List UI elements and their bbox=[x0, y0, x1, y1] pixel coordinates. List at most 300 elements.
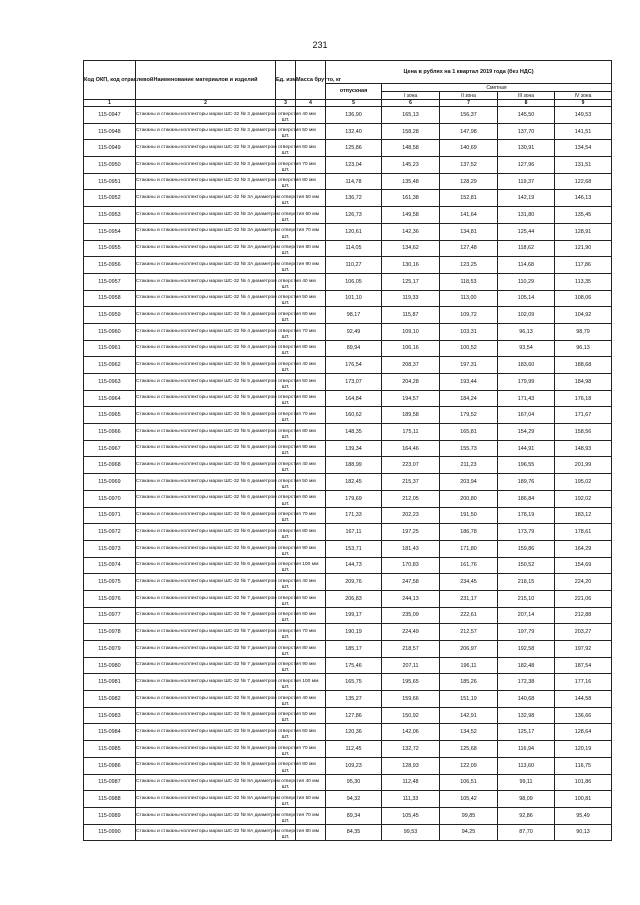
cell-code: 115-0961 bbox=[84, 340, 136, 357]
cell-price-zone-3: 196,55 bbox=[498, 457, 555, 474]
cell-name: Стаканы и стаканы-коллекторы марки ШС-32 № 3А диаметром отверстия 50 мм bbox=[136, 190, 276, 207]
cell-code: 115-0965 bbox=[84, 407, 136, 424]
cell-unit: шт. bbox=[276, 691, 296, 708]
cell-price-zone-1: 135,48 bbox=[382, 173, 440, 190]
cell-unit: шт. bbox=[276, 173, 296, 190]
cell-code: 115-0951 bbox=[84, 173, 136, 190]
cell-price-zone-4: 178,61 bbox=[555, 524, 612, 541]
table-row bbox=[84, 424, 612, 441]
price-table bbox=[83, 60, 612, 841]
table-row bbox=[84, 340, 612, 357]
header-name: Наименование материалов и изделий bbox=[136, 61, 276, 100]
cell-code: 115-0988 bbox=[84, 791, 136, 808]
cell-price-zone-2: 212,57 bbox=[440, 624, 498, 641]
cell-price-otpusknaya: 132,40 bbox=[326, 123, 382, 140]
cell-unit: шт. bbox=[276, 374, 296, 391]
cell-price-zone-1: 170,83 bbox=[382, 557, 440, 574]
cell-unit: шт. bbox=[276, 307, 296, 324]
cell-price-otpusknaya: 148,35 bbox=[326, 424, 382, 441]
cell-price-zone-1: 109,10 bbox=[382, 323, 440, 340]
cell-price-otpusknaya: 190,19 bbox=[326, 624, 382, 641]
cell-unit: шт. bbox=[276, 524, 296, 541]
cell-code: 115-0958 bbox=[84, 290, 136, 307]
cell-price-zone-3: 215,10 bbox=[498, 590, 555, 607]
cell-price-zone-4: 144,58 bbox=[555, 691, 612, 708]
cell-unit: шт. bbox=[276, 574, 296, 591]
cell-price-otpusknaya: 101,10 bbox=[326, 290, 382, 307]
column-number: 4 bbox=[296, 100, 326, 107]
cell-name: Стаканы и стаканы-коллекторы марки ШС-32 № 6 диаметром отверстия 50 мм bbox=[136, 474, 276, 491]
cell-name: Стаканы и стаканы-коллекторы марки ШС-32 № 3А диаметром отверстия 70 мм bbox=[136, 223, 276, 240]
cell-price-otpusknaya: 153,71 bbox=[326, 540, 382, 557]
cell-price-zone-3: 179,99 bbox=[498, 374, 555, 391]
cell-price-otpusknaya: 171,33 bbox=[326, 507, 382, 524]
cell-code: 115-0947 bbox=[84, 107, 136, 124]
column-number: 3 bbox=[276, 100, 296, 107]
table-row bbox=[84, 590, 612, 607]
cell-code: 115-0981 bbox=[84, 674, 136, 691]
cell-code: 115-0953 bbox=[84, 207, 136, 224]
cell-price-zone-4: 224,20 bbox=[555, 574, 612, 591]
cell-price-zone-1: 149,58 bbox=[382, 207, 440, 224]
cell-price-otpusknaya: 120,61 bbox=[326, 223, 382, 240]
cell-unit: шт. bbox=[276, 757, 296, 774]
header-smetnaya: Сметная bbox=[382, 84, 612, 92]
cell-price-zone-1: 235,09 bbox=[382, 607, 440, 624]
column-number: 6 bbox=[382, 100, 440, 107]
cell-code: 115-0978 bbox=[84, 624, 136, 641]
cell-price-zone-2: 231,17 bbox=[440, 590, 498, 607]
cell-price-zone-4: 176,18 bbox=[555, 390, 612, 407]
cell-price-otpusknaya: 136,72 bbox=[326, 190, 382, 207]
table-row bbox=[84, 223, 612, 240]
cell-unit: шт. bbox=[276, 641, 296, 658]
cell-price-zone-1: 244,13 bbox=[382, 590, 440, 607]
cell-price-zone-2: 184,24 bbox=[440, 390, 498, 407]
cell-price-zone-3: 113,60 bbox=[498, 757, 555, 774]
cell-price-otpusknaya: 84,35 bbox=[326, 824, 382, 841]
cell-price-otpusknaya: 188,99 bbox=[326, 457, 382, 474]
cell-price-zone-2: 137,52 bbox=[440, 157, 498, 174]
cell-price-otpusknaya: 185,17 bbox=[326, 641, 382, 658]
table-row bbox=[84, 123, 612, 140]
cell-price-zone-3: 130,91 bbox=[498, 140, 555, 157]
cell-price-zone-2: 125,68 bbox=[440, 741, 498, 758]
cell-price-zone-3: 118,62 bbox=[498, 240, 555, 257]
header-zone-4: IV зона bbox=[555, 92, 612, 100]
cell-price-zone-2: 156,37 bbox=[440, 107, 498, 124]
cell-unit: шт. bbox=[276, 774, 296, 791]
cell-code: 115-0989 bbox=[84, 807, 136, 824]
cell-unit: шт. bbox=[276, 357, 296, 374]
table-row bbox=[84, 707, 612, 724]
cell-price-otpusknaya: 164,84 bbox=[326, 390, 382, 407]
cell-unit: шт. bbox=[276, 657, 296, 674]
cell-unit: шт. bbox=[276, 590, 296, 607]
cell-price-zone-4: 101,86 bbox=[555, 774, 612, 791]
cell-name: Стаканы и стаканы-коллекторы марки ШС-32 № 7 диаметром отверстия 90 мм bbox=[136, 657, 276, 674]
cell-code: 115-0980 bbox=[84, 657, 136, 674]
cell-code: 115-0962 bbox=[84, 357, 136, 374]
table-row bbox=[84, 574, 612, 591]
cell-price-zone-1: 111,33 bbox=[382, 791, 440, 808]
cell-price-zone-1: 212,05 bbox=[382, 490, 440, 507]
cell-price-zone-2: 211,23 bbox=[440, 457, 498, 474]
cell-code: 115-0957 bbox=[84, 273, 136, 290]
cell-price-zone-1: 159,66 bbox=[382, 691, 440, 708]
cell-price-zone-4: 95,49 bbox=[555, 807, 612, 824]
cell-unit: шт. bbox=[276, 507, 296, 524]
cell-code: 115-0974 bbox=[84, 557, 136, 574]
table-row bbox=[84, 507, 612, 524]
cell-name: Стаканы и стаканы-коллекторы марки ШС-32 № 8А диаметром отверстия 50 мм bbox=[136, 791, 276, 808]
cell-unit: шт. bbox=[276, 190, 296, 207]
cell-price-zone-2: 142,91 bbox=[440, 707, 498, 724]
table-row bbox=[84, 807, 612, 824]
cell-price-zone-1: 195,65 bbox=[382, 674, 440, 691]
cell-price-zone-4: 134,54 bbox=[555, 140, 612, 157]
cell-price-otpusknaya: 95,30 bbox=[326, 774, 382, 791]
cell-price-zone-2: 196,11 bbox=[440, 657, 498, 674]
cell-price-zone-1: 189,58 bbox=[382, 407, 440, 424]
table-row bbox=[84, 307, 612, 324]
cell-price-otpusknaya: 89,94 bbox=[326, 340, 382, 357]
cell-price-zone-4: 195,02 bbox=[555, 474, 612, 491]
cell-price-zone-1: 128,93 bbox=[382, 757, 440, 774]
table-row bbox=[84, 107, 612, 124]
cell-name: Стаканы и стаканы-коллекторы марки ШС-32 № 6 диаметром отверстия 40 мм bbox=[136, 457, 276, 474]
cell-price-zone-2: 118,53 bbox=[440, 273, 498, 290]
table-row bbox=[84, 741, 612, 758]
cell-price-zone-3: 137,70 bbox=[498, 123, 555, 140]
table-row bbox=[84, 323, 612, 340]
cell-price-zone-4: 116,75 bbox=[555, 757, 612, 774]
cell-price-zone-2: 103,31 bbox=[440, 323, 498, 340]
cell-code: 115-0948 bbox=[84, 123, 136, 140]
cell-price-zone-3: 92,86 bbox=[498, 807, 555, 824]
cell-name: Стаканы и стаканы-коллекторы марки ШС-32 № 3 диаметром отверстия 50 мм bbox=[136, 123, 276, 140]
cell-price-zone-2: 123,25 bbox=[440, 257, 498, 274]
cell-price-zone-1: 106,16 bbox=[382, 340, 440, 357]
table-row bbox=[84, 791, 612, 808]
cell-price-zone-4: 184,98 bbox=[555, 374, 612, 391]
cell-name: Стаканы и стаканы-коллекторы марки ШС-32 № 5 диаметром отверстия 50 мм bbox=[136, 374, 276, 391]
cell-price-otpusknaya: 126,73 bbox=[326, 207, 382, 224]
cell-price-zone-4: 90,13 bbox=[555, 824, 612, 841]
cell-name: Стаканы и стаканы-коллекторы марки ШС-32 № 5 диаметром отверстия 70 мм bbox=[136, 407, 276, 424]
cell-unit: шт. bbox=[276, 490, 296, 507]
cell-price-zone-3: 178,19 bbox=[498, 507, 555, 524]
cell-price-zone-3: 172,38 bbox=[498, 674, 555, 691]
cell-price-otpusknaya: 175,46 bbox=[326, 657, 382, 674]
cell-name: Стаканы и стаканы-коллекторы марки ШС-32 № 6 диаметром отверстия 80 мм bbox=[136, 524, 276, 541]
header-code: Код ОКП, код отраслевой bbox=[84, 61, 136, 100]
cell-unit: шт. bbox=[276, 290, 296, 307]
cell-price-zone-3: 183,60 bbox=[498, 357, 555, 374]
cell-price-zone-1: 130,16 bbox=[382, 257, 440, 274]
cell-name: Стаканы и стаканы-коллекторы марки ШС-32 № 3А диаметром отверстия 90 мм bbox=[136, 257, 276, 274]
table-row bbox=[84, 457, 612, 474]
cell-price-otpusknaya: 165,75 bbox=[326, 674, 382, 691]
cell-unit: шт. bbox=[276, 140, 296, 157]
cell-code: 115-0983 bbox=[84, 707, 136, 724]
cell-code: 115-0967 bbox=[84, 440, 136, 457]
table-row bbox=[84, 524, 612, 541]
cell-price-otpusknaya: 135,27 bbox=[326, 691, 382, 708]
cell-code: 115-0973 bbox=[84, 540, 136, 557]
cell-price-zone-2: 105,42 bbox=[440, 791, 498, 808]
table-row bbox=[84, 390, 612, 407]
cell-price-zone-3: 182,48 bbox=[498, 657, 555, 674]
cell-price-zone-3: 142,19 bbox=[498, 190, 555, 207]
cell-unit: шт. bbox=[276, 724, 296, 741]
cell-price-zone-4: 171,67 bbox=[555, 407, 612, 424]
table-row bbox=[84, 824, 612, 841]
cell-price-zone-2: 200,80 bbox=[440, 490, 498, 507]
cell-price-zone-2: 134,81 bbox=[440, 223, 498, 240]
cell-price-zone-1: 105,45 bbox=[382, 807, 440, 824]
table-row bbox=[84, 140, 612, 157]
cell-price-zone-3: 189,76 bbox=[498, 474, 555, 491]
cell-price-zone-2: 152,81 bbox=[440, 190, 498, 207]
cell-unit: шт. bbox=[276, 440, 296, 457]
cell-price-zone-4: 212,88 bbox=[555, 607, 612, 624]
cell-price-zone-3: 99,11 bbox=[498, 774, 555, 791]
cell-price-otpusknaya: 109,23 bbox=[326, 757, 382, 774]
cell-price-otpusknaya: 209,76 bbox=[326, 574, 382, 591]
column-number: 7 bbox=[440, 100, 498, 107]
cell-price-zone-4: 131,51 bbox=[555, 157, 612, 174]
cell-price-zone-3: 93,54 bbox=[498, 340, 555, 357]
cell-price-zone-2: 186,78 bbox=[440, 524, 498, 541]
cell-price-otpusknaya: 89,34 bbox=[326, 807, 382, 824]
cell-code: 115-0952 bbox=[84, 190, 136, 207]
cell-price-zone-4: 177,16 bbox=[555, 674, 612, 691]
cell-code: 115-0956 bbox=[84, 257, 136, 274]
cell-price-otpusknaya: 94,32 bbox=[326, 791, 382, 808]
cell-price-zone-4: 183,12 bbox=[555, 507, 612, 524]
cell-code: 115-0985 bbox=[84, 741, 136, 758]
cell-price-zone-1: 247,58 bbox=[382, 574, 440, 591]
cell-price-zone-4: 98,79 bbox=[555, 323, 612, 340]
cell-price-zone-1: 112,48 bbox=[382, 774, 440, 791]
cell-unit: шт. bbox=[276, 807, 296, 824]
cell-code: 115-0964 bbox=[84, 390, 136, 407]
table-row bbox=[84, 273, 612, 290]
cell-price-otpusknaya: 144,73 bbox=[326, 557, 382, 574]
cell-unit: шт. bbox=[276, 674, 296, 691]
cell-code: 115-0987 bbox=[84, 774, 136, 791]
cell-price-zone-2: 193,44 bbox=[440, 374, 498, 391]
cell-price-zone-1: 150,92 bbox=[382, 707, 440, 724]
cell-price-zone-1: 119,33 bbox=[382, 290, 440, 307]
cell-price-zone-4: 197,92 bbox=[555, 641, 612, 658]
cell-price-zone-2: 155,73 bbox=[440, 440, 498, 457]
cell-code: 115-0971 bbox=[84, 507, 136, 524]
cell-name: Стаканы и стаканы-коллекторы марки ШС-32 № 7 диаметром отверстия 50 мм bbox=[136, 590, 276, 607]
cell-price-zone-2: 222,61 bbox=[440, 607, 498, 624]
cell-price-zone-3: 186,84 bbox=[498, 490, 555, 507]
cell-name: Стаканы и стаканы-коллекторы марки ШС-32 № 8 диаметром отверстия 60 мм bbox=[136, 724, 276, 741]
cell-price-zone-4: 128,64 bbox=[555, 724, 612, 741]
table-row bbox=[84, 557, 612, 574]
cell-price-otpusknaya: 98,17 bbox=[326, 307, 382, 324]
header-row bbox=[84, 61, 612, 84]
cell-price-zone-3: 150,52 bbox=[498, 557, 555, 574]
cell-price-zone-4: 188,68 bbox=[555, 357, 612, 374]
cell-price-zone-3: 207,14 bbox=[498, 607, 555, 624]
cell-unit: шт. bbox=[276, 257, 296, 274]
cell-price-zone-1: 175,11 bbox=[382, 424, 440, 441]
cell-code: 115-0954 bbox=[84, 223, 136, 240]
cell-name: Стаканы и стаканы-коллекторы марки ШС-32 № 8 диаметром отверстия 50 мм bbox=[136, 707, 276, 724]
table-body bbox=[84, 61, 612, 841]
cell-unit: шт. bbox=[276, 223, 296, 240]
cell-price-zone-4: 192,02 bbox=[555, 490, 612, 507]
table-row bbox=[84, 374, 612, 391]
cell-price-otpusknaya: 114,78 bbox=[326, 173, 382, 190]
cell-unit: шт. bbox=[276, 474, 296, 491]
table-row bbox=[84, 474, 612, 491]
table-row bbox=[84, 757, 612, 774]
table-row bbox=[84, 674, 612, 691]
table-row bbox=[84, 240, 612, 257]
cell-price-zone-3: 96,13 bbox=[498, 323, 555, 340]
cell-price-zone-3: 125,17 bbox=[498, 724, 555, 741]
cell-price-zone-3: 171,43 bbox=[498, 390, 555, 407]
cell-name: Стаканы и стаканы-коллекторы марки ШС-32 № 6 диаметром отверстия 90 мм bbox=[136, 540, 276, 557]
cell-price-otpusknaya: 127,86 bbox=[326, 707, 382, 724]
cell-price-otpusknaya: 110,27 bbox=[326, 257, 382, 274]
cell-price-zone-3: 116,94 bbox=[498, 741, 555, 758]
cell-price-zone-3: 159,86 bbox=[498, 540, 555, 557]
cell-unit: шт. bbox=[276, 407, 296, 424]
table-row bbox=[84, 691, 612, 708]
cell-price-zone-2: 100,52 bbox=[440, 340, 498, 357]
cell-price-zone-2: 109,72 bbox=[440, 307, 498, 324]
cell-price-zone-3: 173,79 bbox=[498, 524, 555, 541]
cell-price-zone-1: 142,36 bbox=[382, 223, 440, 240]
cell-price-otpusknaya: 136,90 bbox=[326, 107, 382, 124]
cell-price-zone-2: 106,51 bbox=[440, 774, 498, 791]
cell-price-zone-1: 181,43 bbox=[382, 540, 440, 557]
cell-price-zone-1: 115,87 bbox=[382, 307, 440, 324]
cell-code: 115-0979 bbox=[84, 641, 136, 658]
cell-price-zone-3: 105,14 bbox=[498, 290, 555, 307]
table-row bbox=[84, 540, 612, 557]
column-number: 9 bbox=[555, 100, 612, 107]
cell-price-otpusknaya: 106,05 bbox=[326, 273, 382, 290]
cell-name: Стаканы и стаканы-коллекторы марки ШС-32 № 4 диаметром отверстия 70 мм bbox=[136, 323, 276, 340]
table-row bbox=[84, 607, 612, 624]
header-price-title: Цена в рублях на 1 квартал 2019 года (без НДС) bbox=[326, 61, 612, 84]
cell-unit: шт. bbox=[276, 741, 296, 758]
cell-price-zone-4: 164,29 bbox=[555, 540, 612, 557]
header-zone-3: III зона bbox=[498, 92, 555, 100]
table-row bbox=[84, 157, 612, 174]
table-row bbox=[84, 357, 612, 374]
cell-price-otpusknaya: 179,69 bbox=[326, 490, 382, 507]
cell-price-zone-3: 131,80 bbox=[498, 207, 555, 224]
cell-price-zone-4: 128,91 bbox=[555, 223, 612, 240]
header-zone-1: I зона bbox=[382, 92, 440, 100]
cell-price-otpusknaya: 199,17 bbox=[326, 607, 382, 624]
cell-unit: шт. bbox=[276, 557, 296, 574]
cell-unit: шт. bbox=[276, 624, 296, 641]
cell-price-zone-2: 122,09 bbox=[440, 757, 498, 774]
cell-price-zone-2: 127,48 bbox=[440, 240, 498, 257]
cell-price-zone-4: 100,81 bbox=[555, 791, 612, 808]
cell-price-zone-4: 117,86 bbox=[555, 257, 612, 274]
cell-price-otpusknaya: 182,45 bbox=[326, 474, 382, 491]
cell-price-zone-3: 98,09 bbox=[498, 791, 555, 808]
cell-price-zone-4: 121,90 bbox=[555, 240, 612, 257]
cell-price-otpusknaya: 173,07 bbox=[326, 374, 382, 391]
table-row bbox=[84, 624, 612, 641]
table-row bbox=[84, 190, 612, 207]
cell-price-zone-1: 161,38 bbox=[382, 190, 440, 207]
cell-price-zone-4: 135,45 bbox=[555, 207, 612, 224]
cell-unit: шт. bbox=[276, 123, 296, 140]
cell-name: Стаканы и стаканы-коллекторы марки ШС-32 № 8 диаметром отверстия 80 мм bbox=[136, 757, 276, 774]
cell-price-zone-1: 132,72 bbox=[382, 741, 440, 758]
cell-name: Стаканы и стаканы-коллекторы марки ШС-32 № 5 диаметром отверстия 40 мм bbox=[136, 357, 276, 374]
cell-price-zone-2: 128,29 bbox=[440, 173, 498, 190]
cell-code: 115-0955 bbox=[84, 240, 136, 257]
cell-code: 115-0963 bbox=[84, 374, 136, 391]
cell-price-zone-3: 110,29 bbox=[498, 273, 555, 290]
cell-price-zone-2: 165,81 bbox=[440, 424, 498, 441]
cell-price-zone-3: 144,91 bbox=[498, 440, 555, 457]
cell-price-zone-1: 197,25 bbox=[382, 524, 440, 541]
cell-price-zone-1: 204,28 bbox=[382, 374, 440, 391]
cell-unit: шт. bbox=[276, 791, 296, 808]
header-unit: Ед. изм. bbox=[276, 61, 296, 100]
cell-price-zone-1: 208,37 bbox=[382, 357, 440, 374]
cell-price-zone-2: 161,76 bbox=[440, 557, 498, 574]
cell-price-zone-3: 218,15 bbox=[498, 574, 555, 591]
cell-name: Стаканы и стаканы-коллекторы марки ШС-32 № 6 диаметром отверстия 60 мм bbox=[136, 490, 276, 507]
cell-price-otpusknaya: 206,83 bbox=[326, 590, 382, 607]
cell-price-zone-4: 108,06 bbox=[555, 290, 612, 307]
cell-price-zone-4: 96,13 bbox=[555, 340, 612, 357]
cell-unit: шт. bbox=[276, 107, 296, 124]
cell-name: Стаканы и стаканы-коллекторы марки ШС-32 № 4 диаметром отверстия 40 мм bbox=[136, 273, 276, 290]
cell-unit: шт. bbox=[276, 607, 296, 624]
cell-price-zone-4: 113,35 bbox=[555, 273, 612, 290]
column-number: 8 bbox=[498, 100, 555, 107]
cell-price-zone-1: 164,46 bbox=[382, 440, 440, 457]
cell-unit: шт. bbox=[276, 390, 296, 407]
cell-price-zone-4: 141,51 bbox=[555, 123, 612, 140]
cell-price-zone-4: 201,99 bbox=[555, 457, 612, 474]
cell-price-otpusknaya: 112,45 bbox=[326, 741, 382, 758]
cell-name: Стаканы и стаканы-коллекторы марки ШС-32 № 8А диаметром отверстия 70 мм bbox=[136, 807, 276, 824]
table-row bbox=[84, 490, 612, 507]
cell-name: Стаканы и стаканы-коллекторы марки ШС-32 № 4 диаметром отверстия 60 мм bbox=[136, 307, 276, 324]
column-number: 5 bbox=[326, 100, 382, 107]
cell-price-zone-1: 158,28 bbox=[382, 123, 440, 140]
cell-price-zone-4: 120,19 bbox=[555, 741, 612, 758]
cell-price-zone-1: 218,57 bbox=[382, 641, 440, 658]
cell-code: 115-0950 bbox=[84, 157, 136, 174]
cell-price-zone-4: 221,06 bbox=[555, 590, 612, 607]
cell-code: 115-0966 bbox=[84, 424, 136, 441]
cell-price-zone-4: 136,66 bbox=[555, 707, 612, 724]
cell-price-zone-2: 134,52 bbox=[440, 724, 498, 741]
cell-price-zone-2: 203,94 bbox=[440, 474, 498, 491]
cell-price-zone-3: 167,04 bbox=[498, 407, 555, 424]
